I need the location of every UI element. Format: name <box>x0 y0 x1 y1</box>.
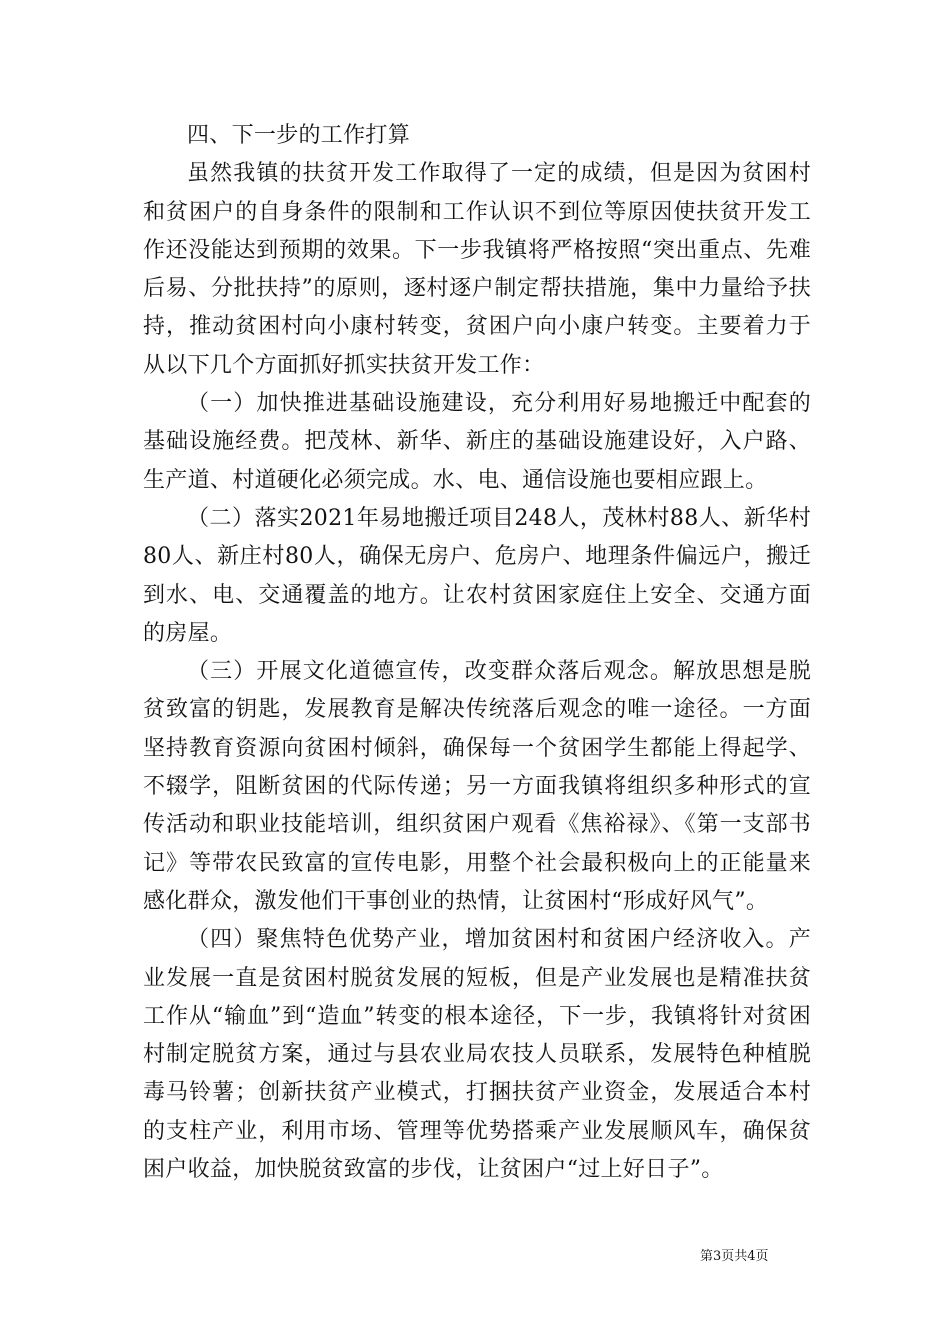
paragraph-item-3: （三）开展文化道德宣传，改变群众落后观念。解放思想是脱贫致富的钥匙，发展教育是解决传统落后观念的唯一途径。一方面坚持教育资源向贫困村倾斜，确保每一个贫困学生都能上得起学、不辍学，阻断贫困的代际传递；另一方面我镇将组织多种形式的宣传活动和职业技能培训，组织贫困户观看《焦裕禄》、《第一支部书记》等带农民致富的宣传电影，用整个社会最积极向上的正能量来感化群众，激发他们干事创业的热情，让贫困村“形成好风气”。 <box>143 659 811 914</box>
section-heading: 四、下一步的工作打算 <box>187 123 411 148</box>
paragraph-item-4: （四）聚焦特色优势产业，增加贫困村和贫困户经济收入。产业发展一直是贫困村脱贫发展的短板，但是产业发展也是精准扶贫工作从“输血”到“造血”转变的根本途径，下一步，我镇将针对贫困村制定脱贫方案，通过与县农业局农技人员联系，发展特色种植脱毒马铃薯；创新扶贫产业模式，打捆扶贫产业资金，发展适合本村的支柱产业，利用市场、管理等优势搭乘产业发展顺风车，确保贫困户收益，加快脱贫致富的步伐，让贫困户“过上好日子”。 <box>143 927 811 1183</box>
paragraph-intro: 虽然我镇的扶贫开发工作取得了一定的成绩，但是因为贫困村和贫困户的自身条件的限制和工作认识不到位等原因使扶贫开发工作还没能达到预期的效果。下一步我镇将严格按照“突出重点、先难后易、分批扶持”的原则，逐村逐户制定帮扶措施，集中力量给予扶持，推动贫困村向小康村转变，贫困户向小康户转变。主要着力于从以下几个方面抓好抓实扶贫开发工作： <box>143 161 811 378</box>
document-body <box>143 117 811 1189</box>
paragraph-item-2: （二）落实2021年易地搬迁项目248人，茂林村88人、新华村80人、新庄村80人，确保无房户、危房户、地理条件偏远户，搬迁到水、电、交通覆盖的地方。让农村贫困家庭住上安全、交通方面的房屋。 <box>143 505 811 646</box>
paragraph-item-1: （一）加快推进基础设施建设，充分利用好易地搬迁中配套的基础设施经费。把茂林、新华、新庄的基础设施建设好，入户路、生产道、村道硬化必须完成。水、电、通信设施也要相应跟上。 <box>143 391 811 493</box>
page-number: 第3页共4页 <box>700 1249 769 1264</box>
